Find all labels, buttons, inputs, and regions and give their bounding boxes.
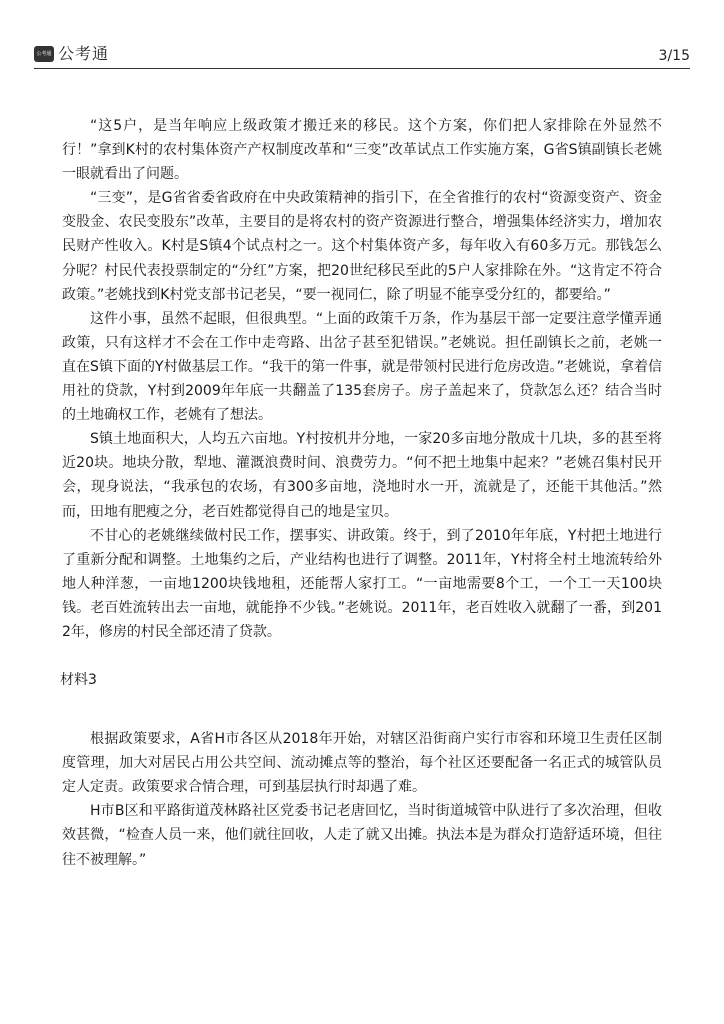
paragraph: “这5户，是当年响应上级政策才搬迁来的移民。这个方案，你们把人家排除在外显然不行！”拿到K村的农村集体资产产权制度改革和“三变”改革试点工作实施方案，G省S镇副镇长老姚一眼就看出了问题。 bbox=[62, 118, 662, 183]
logo-badge-icon: 公考通 bbox=[34, 46, 54, 62]
page-header bbox=[34, 44, 690, 69]
paragraph: S镇土地面积大，人均五六亩地。Y村按机井分地，一家20多亩地分散成十几块，多的甚至将近20块。地块分散，犁地、灌溉浪费时间、浪费劳力。“何不把土地集中起来？”老姚召集村民开会，现身说法，“我承包的农场，有300多亩地，浇地时水一开，流就是了，还能干其他活。”然而，田地有肥瘦之分，老百姓都觉得自己的地是宝贝。 bbox=[62, 431, 662, 520]
document-body bbox=[62, 114, 662, 872]
brand-logo bbox=[34, 44, 109, 64]
paragraph: 根据政策要求，A省H市各区从2018年开始，对辖区沿街商户实行市容和环境卫生责任区制度管理，加大对居民占用公共空间、流动摊点等的整治，每个社区还要配备一名正式的城管队员定人定责。政策要求合情合理，可到基层执行时却遇了难。 bbox=[62, 731, 662, 796]
paragraph: 这件小事，虽然不起眼，但很典型。“上面的政策千万条，作为基层干部一定要注意学懂弄通政策，只有这样才不会在工作中走弯路、出岔子甚至犯错误。”老姚说。担任副镇长之前，老姚一直在S镇下面的Y村做基层工作。“我干的第一件事，就是带领村民进行危房改造。”老姚说，拿着信用社的贷款，Y村到2009年年底一共翻盖了135套房子。房子盖起来了，贷款怎么还？结合当时的土地确权工作，老姚有了想法。 bbox=[62, 310, 662, 424]
paragraph: “三变”，是G省省委省政府在中央政策精神的指引下，在全省推行的农村“资源变资产、资金变股金、农民变股东”改革，主要目的是将农村的资产资源进行整合，增强集体经济实力，增加农民财产性收入。K村是S镇4个试点村之一。这个村集体资产多，每年收入有60多万元。那钱怎么分呢？村民代表投票制定的“分红”方案，把20世纪移民至此的5户人家排除在外。“这肯定不符合政策。”老姚找到K村党支部书记老吴，“要一视同仁，除了明显不能享受分红的，都要给。” bbox=[62, 190, 662, 303]
paragraph: 不甘心的老姚继续做村民工作，摆事实、讲政策。终于，到了2010年年底，Y村把土地进行了重新分配和调整。土地集约之后，产业结构也进行了调整。2011年，Y村将全村土地流转给外地人种洋葱，一亩地1200块钱地租，还能帮人家打工。“一亩地需要8个工，一个工一天100块钱。老百姓流转出去一亩地，就能挣不少钱。”老姚说。2011年，老百姓收入就翻了一番，到2012年，修房的村民全部还清了贷款。 bbox=[62, 527, 662, 640]
logo-text: 公考通 bbox=[58, 44, 110, 63]
section-title: 材料3 bbox=[60, 672, 97, 689]
paragraph: H市B区和平路街道茂林路社区党委书记老唐回忆，当时街道城管中队进行了多次治理，但收效甚微，“检查人员一来，他们就往回收，人走了就又出摊。执法本是为群众打造舒适环境，但往往不被理解。” bbox=[62, 803, 662, 868]
page-number: 3/15 bbox=[658, 48, 690, 64]
